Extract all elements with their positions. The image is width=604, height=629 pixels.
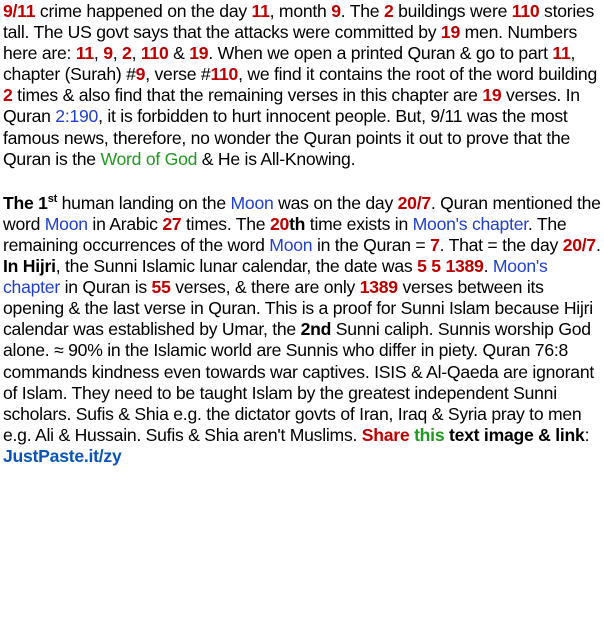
text-run: , [112,43,123,64]
share-word: Share [361,424,410,445]
highlighted-number: 9 [135,64,146,85]
text-run: was on the day [273,192,398,213]
text-run: , month [269,1,332,21]
text-run: men. Numbers here are: [3,22,578,64]
blue-highlight: Moon [269,234,313,255]
text-run: , we find it contains the root of the word building [238,64,597,85]
text-run: verses, & there are only [170,277,360,298]
text-run: , it is forbidden to hurt innocent people. But, 9/11 was the most famous news, therefore, no wonder the Quran points it out to prove that the Quran is the [3,106,571,169]
blue-highlight: Moon's chapter [412,213,528,234]
text-run: . [483,256,493,277]
highlighted-number: 1389 [359,277,398,298]
highlighted-number: 110 [511,1,540,21]
text-run: in the Quran = [312,234,431,255]
paragraph-moon-landing [3,193,603,467]
text-run: in Arabic [87,213,163,234]
highlighted-number: 20/7 [562,234,596,255]
highlighted-number: 11 [251,1,270,21]
text-run: buildings were [393,1,512,21]
paragraph-9-11 [3,0,603,170]
highlighted-number: 110 [140,43,169,64]
blue-highlight: Moon's chapter [3,256,548,298]
text-run: , [131,43,141,64]
text-run: in Quran is [59,277,152,298]
highlighted-number: 11 [552,43,571,64]
highlighted-number: 55 [151,277,171,298]
superscript-text: st [47,192,57,205]
text-run: times & also find that the remaining verses in this chapter are [12,85,483,106]
text-run: & [168,43,190,64]
justpaste-link[interactable]: JustPaste.it/zy [3,445,122,466]
text-run: verses between its opening & the last verse in Quran. This is a proof for Sunni Islam because Hijri calendar was established by Umar, the [3,277,593,340]
highlighted-number: 2 [3,85,13,106]
text-run: . When we open a printed Quran & go to part [208,43,553,64]
text-run: , the Sunni Islamic lunar calendar, the date was [55,256,418,277]
highlighted-number: 19 [440,22,460,43]
bold-text: 2nd [300,319,332,340]
blue-highlight: Moon [44,213,88,234]
blue-highlight: 2:190 [55,106,99,127]
bold-text: text image & link [449,424,585,445]
highlighted-number: 19 [189,43,209,64]
highlighted-number: 19 [482,85,502,106]
highlighted-number: 5 5 1389 [417,256,484,277]
bold-text: In Hijri [3,256,56,277]
highlighted-number: 9 [331,1,341,21]
highlighted-number: 9/11 [3,1,36,21]
highlighted-number: 11 [75,43,94,64]
document-page [3,0,603,467]
highlighted-number: 20/7 [397,192,431,213]
highlighted-number: 2 [122,43,132,64]
highlighted-number: 7 [430,234,440,255]
text-run: crime happened on the day [35,1,252,21]
highlighted-number: 27 [162,213,182,234]
text-run: , verse # [145,64,211,85]
text-run: Sunni caliph. Sunnis worship God alone. ≈ 90% in the Islamic world are Sunnis who differ in piety. Quran 76:8 commands kindness even towards war captives. ISIS & Al-Qaeda are ignorant of Islam. They need to be taught Islam by the greatest independent Sunni scholars. Sufis & Shia e.g. the dictator govts of Iran, Iraq & Syria pray to men e.g. Ali & Hussain. Sufis & Shia aren't Muslims. [3,319,594,445]
text-run: . Quran mentioned the word [3,192,601,234]
blue-highlight: Moon [230,192,274,213]
highlighted-number: 2 [383,1,394,21]
text-run: . That = the day [439,234,563,255]
green-highlight: Word of God [100,148,198,169]
text-run: : [584,424,590,445]
text-run: . [595,234,601,255]
text-run: . The [340,1,384,21]
text-run: stories tall. The US govt says that the attacks were committed by [3,1,595,43]
bold-text: th [289,213,306,234]
highlighted-number: 20 [269,213,290,234]
highlighted-number: 110 [210,64,239,85]
text-run: , [93,43,104,64]
bold-text: The 1 [3,192,48,213]
text-run: human landing on the [56,192,231,213]
text-run: , chapter (Surah) # [3,43,576,85]
text-run: verses. In Quran [3,85,580,127]
text-run: time exists in [305,213,413,234]
highlighted-number: 9 [103,43,113,64]
text-run: & He is All-Knowing. [197,148,356,169]
this-word: this [414,424,445,445]
text-run: times. The [181,213,270,234]
text-run: . The remaining occurrences of the word [3,213,567,255]
